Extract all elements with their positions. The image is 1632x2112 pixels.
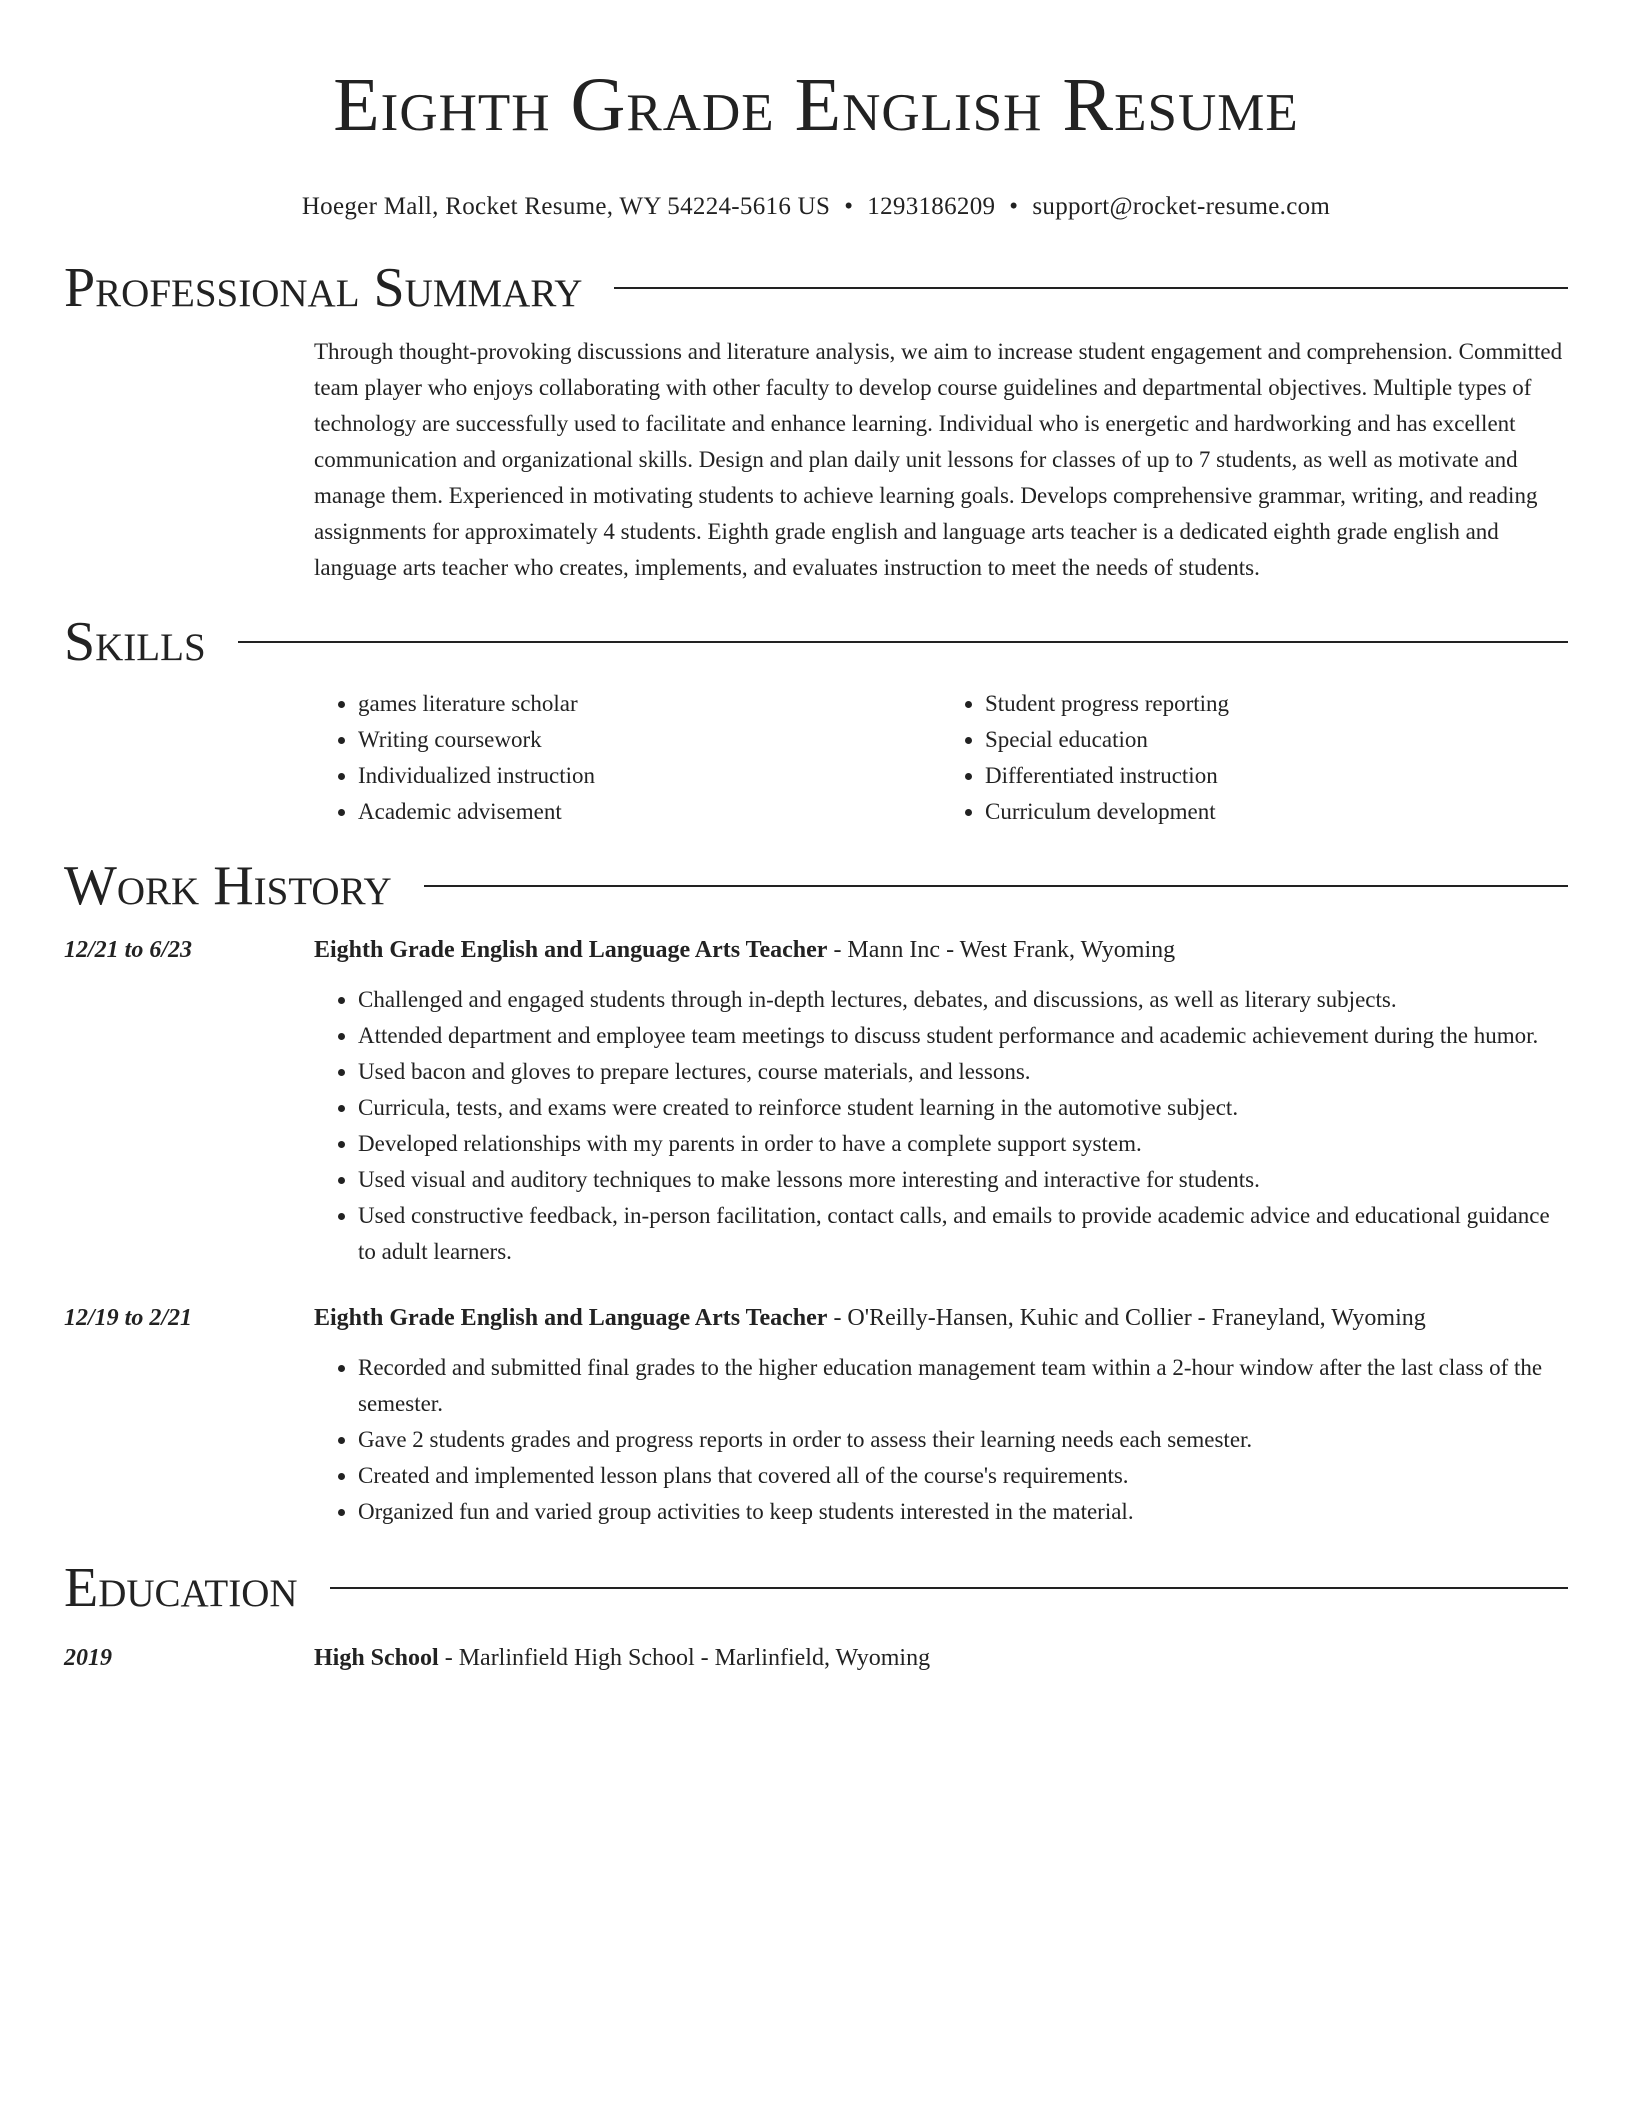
education-entry [64, 1640, 1568, 1676]
job-bullet: • Developed relationships with my parents in order to have a complete support system. [358, 1126, 1568, 1162]
skill-item: • Special education [985, 722, 1568, 758]
skills-list [314, 686, 1568, 830]
education-degree: High School [314, 1645, 439, 1671]
contact-line [64, 192, 1568, 222]
section-header [64, 610, 1568, 674]
contact-separator: • [1009, 193, 1019, 220]
education-section [64, 1556, 1568, 1676]
contact-email[interactable]: support@rocket-resume.com [1032, 193, 1331, 220]
section-title-education: Education [64, 1557, 298, 1619]
job-title: Eighth Grade English and Language Arts Teacher [314, 1305, 828, 1331]
section-divider [614, 287, 1568, 289]
section-header [64, 256, 1568, 320]
skill-item: • games literature scholar [358, 686, 941, 722]
work-history-section [64, 854, 1568, 1530]
job-bullet-list [314, 1350, 1568, 1530]
section-divider [330, 1587, 1568, 1589]
summary-section [64, 256, 1568, 586]
job-bullet: • Recorded and submitted final grades to the higher education management team within a 2-hour window after the last class of the semester. [358, 1350, 1568, 1422]
section-divider [424, 885, 1568, 887]
skill-item: • Academic advisement [358, 794, 941, 830]
skill-item: • Differentiated instruction [985, 758, 1568, 794]
skill-item: • Curriculum development [985, 794, 1568, 830]
job-heading [314, 932, 1568, 968]
section-title-summary: Professional Summary [64, 257, 583, 319]
section-header [64, 1556, 1568, 1620]
resume-name: Eighth Grade English Resume [333, 63, 1299, 147]
job-bullet: • Attended department and employee team meetings to discuss student performance and academic achievement during the humor. [358, 1018, 1568, 1054]
job-bullet: • Curricula, tests, and exams were created to reinforce student learning in the automotive subject. [358, 1090, 1568, 1126]
job-bullet-list [314, 982, 1568, 1270]
contact-separator: • [844, 193, 854, 220]
skills-column-right [941, 686, 1568, 830]
section-title-skills: Skills [64, 611, 206, 673]
job-dates: 12/21 to 6/23 [64, 937, 193, 963]
education-heading [314, 1640, 1568, 1676]
skills-column-left [314, 686, 941, 830]
education-details [314, 1640, 1568, 1676]
job-bullet: • Created and implemented lesson plans that covered all of the course's requirements. [358, 1458, 1568, 1494]
section-divider [238, 641, 1568, 643]
skill-item: • Individualized instruction [358, 758, 941, 794]
job-details [314, 932, 1568, 1270]
section-header [64, 854, 1568, 918]
job-bullet: • Gave 2 students grades and progress reports in order to assess their learning needs each semester. [358, 1422, 1568, 1458]
contact-address: Hoeger Mall, Rocket Resume, WY 54224-5616 US [301, 193, 831, 220]
job-entry [64, 932, 1568, 1270]
summary-body [314, 334, 1568, 586]
job-dates: 12/19 to 2/21 [64, 1305, 193, 1331]
education-school: - Marlinfield High School - Marlinfield, Wyoming [438, 1645, 931, 1671]
job-bullet: • Used bacon and gloves to prepare lectures, course materials, and lessons. [358, 1054, 1568, 1090]
job-bullet: • Challenged and engaged students through in-depth lectures, debates, and discussions, as well as literary subjects. [358, 982, 1568, 1018]
section-title-work: Work History [64, 855, 392, 917]
skill-item: • Student progress reporting [985, 686, 1568, 722]
job-company: - Mann Inc - West Frank, Wyoming [827, 937, 1176, 963]
resume-header [64, 60, 1568, 222]
contact-phone: 1293186209 [867, 193, 996, 220]
job-company: - O'Reilly-Hansen, Kuhic and Collier - Franeyland, Wyoming [827, 1305, 1426, 1331]
job-bullet: • Organized fun and varied group activities to keep students interested in the material. [358, 1494, 1568, 1530]
job-bullet: • Used constructive feedback, in-person facilitation, contact calls, and emails to provide academic advice and educational guidance to adult learners. [358, 1198, 1568, 1270]
job-details [314, 1300, 1568, 1530]
education-year: 2019 [64, 1645, 112, 1671]
skills-section [64, 610, 1568, 830]
job-title: Eighth Grade English and Language Arts Teacher [314, 937, 828, 963]
summary-text: Through thought-provoking discussions and literature analysis, we aim to increase student engagement and comprehension. Committed team player who enjoys collaborating with other faculty to develop course guidelines and departmental objectives. Multiple types of technology are successfully used to facilitate and enhance learning. Individual who is energetic and hardworking and has excellent communication and organizational skills. Design and plan daily unit lessons for classes of up to 7 students, as well as motivate and manage them. Experienced in motivating students to achieve learning goals. Develops comprehensive grammar, writing, and reading assignments for approximately 4 students. Eighth grade english and language arts teacher is a dedicated eighth grade english and language arts teacher who creates, implements, and evaluates instruction to meet the needs of students. [314, 339, 1563, 580]
skill-item: • Writing coursework [358, 722, 941, 758]
job-heading [314, 1300, 1568, 1336]
job-bullet: • Used visual and auditory techniques to make lessons more interesting and interactive for students. [358, 1162, 1568, 1198]
job-entry [64, 1300, 1568, 1530]
